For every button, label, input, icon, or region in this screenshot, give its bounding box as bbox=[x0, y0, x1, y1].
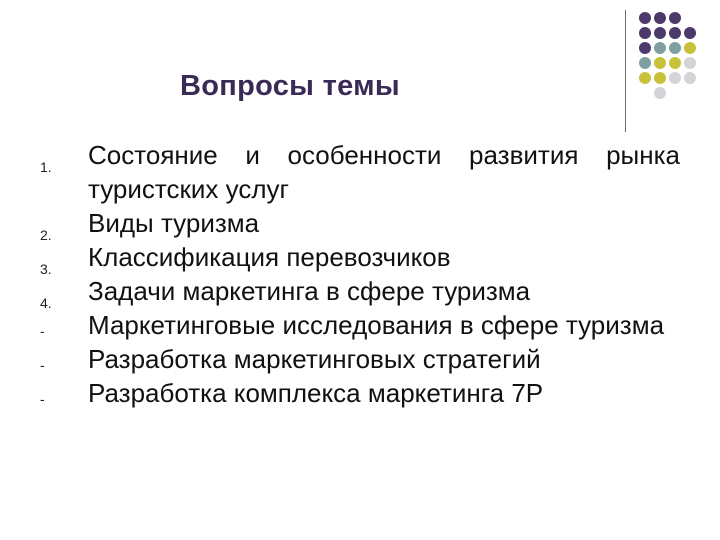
decorative-dot bbox=[684, 42, 696, 54]
list-item bbox=[40, 342, 680, 376]
list-item-text: Разработка маркетинговых стратегий bbox=[88, 344, 541, 374]
list-item-text: Разработка комплекса маркетинга 7P bbox=[88, 378, 544, 408]
list-item-text: Виды туризма bbox=[88, 208, 260, 238]
list-marker: 3. bbox=[40, 261, 52, 277]
decorative-dot bbox=[654, 12, 666, 24]
vertical-divider-line bbox=[625, 10, 626, 132]
decorative-dot bbox=[639, 57, 651, 69]
list-item bbox=[40, 376, 680, 410]
list-item bbox=[40, 138, 680, 206]
list-marker: 4. bbox=[40, 295, 52, 311]
list-item bbox=[40, 240, 680, 277]
list-marker: - bbox=[40, 323, 45, 339]
decorative-dot bbox=[639, 12, 651, 24]
topic-list bbox=[40, 138, 680, 410]
decorative-dot bbox=[684, 27, 696, 39]
decorative-dot-grid bbox=[635, 10, 715, 130]
list-marker: - bbox=[40, 391, 45, 407]
list-marker: 1. bbox=[40, 159, 52, 175]
decorative-dot bbox=[654, 72, 666, 84]
list-item-text: Маркетинговые исследования в сфере туризма bbox=[88, 310, 665, 340]
list-item bbox=[40, 206, 680, 243]
slide-title: Вопросы темы bbox=[180, 70, 400, 102]
decorative-dot bbox=[684, 57, 696, 69]
list-item-text: Состояние и особенности развития рынка туристских услуг bbox=[88, 140, 680, 204]
decorative-dot bbox=[654, 87, 666, 99]
decorative-dot bbox=[669, 27, 681, 39]
decorative-dot bbox=[654, 57, 666, 69]
decorative-dot bbox=[669, 12, 681, 24]
list-item-text: Задачи маркетинга в сфере туризма bbox=[88, 276, 531, 306]
decorative-dot bbox=[669, 42, 681, 54]
decorative-dot bbox=[639, 42, 651, 54]
list-item bbox=[40, 274, 680, 311]
decorative-dot bbox=[684, 72, 696, 84]
decorative-dot bbox=[669, 57, 681, 69]
list-marker: - bbox=[40, 357, 45, 373]
decorative-dot bbox=[654, 27, 666, 39]
list-item-text: Классификация перевозчиков bbox=[88, 242, 451, 272]
decorative-dot bbox=[639, 72, 651, 84]
decorative-dot bbox=[639, 27, 651, 39]
decorative-dot bbox=[669, 72, 681, 84]
list-marker: 2. bbox=[40, 227, 52, 243]
decorative-dot bbox=[654, 42, 666, 54]
list-item bbox=[40, 308, 680, 342]
